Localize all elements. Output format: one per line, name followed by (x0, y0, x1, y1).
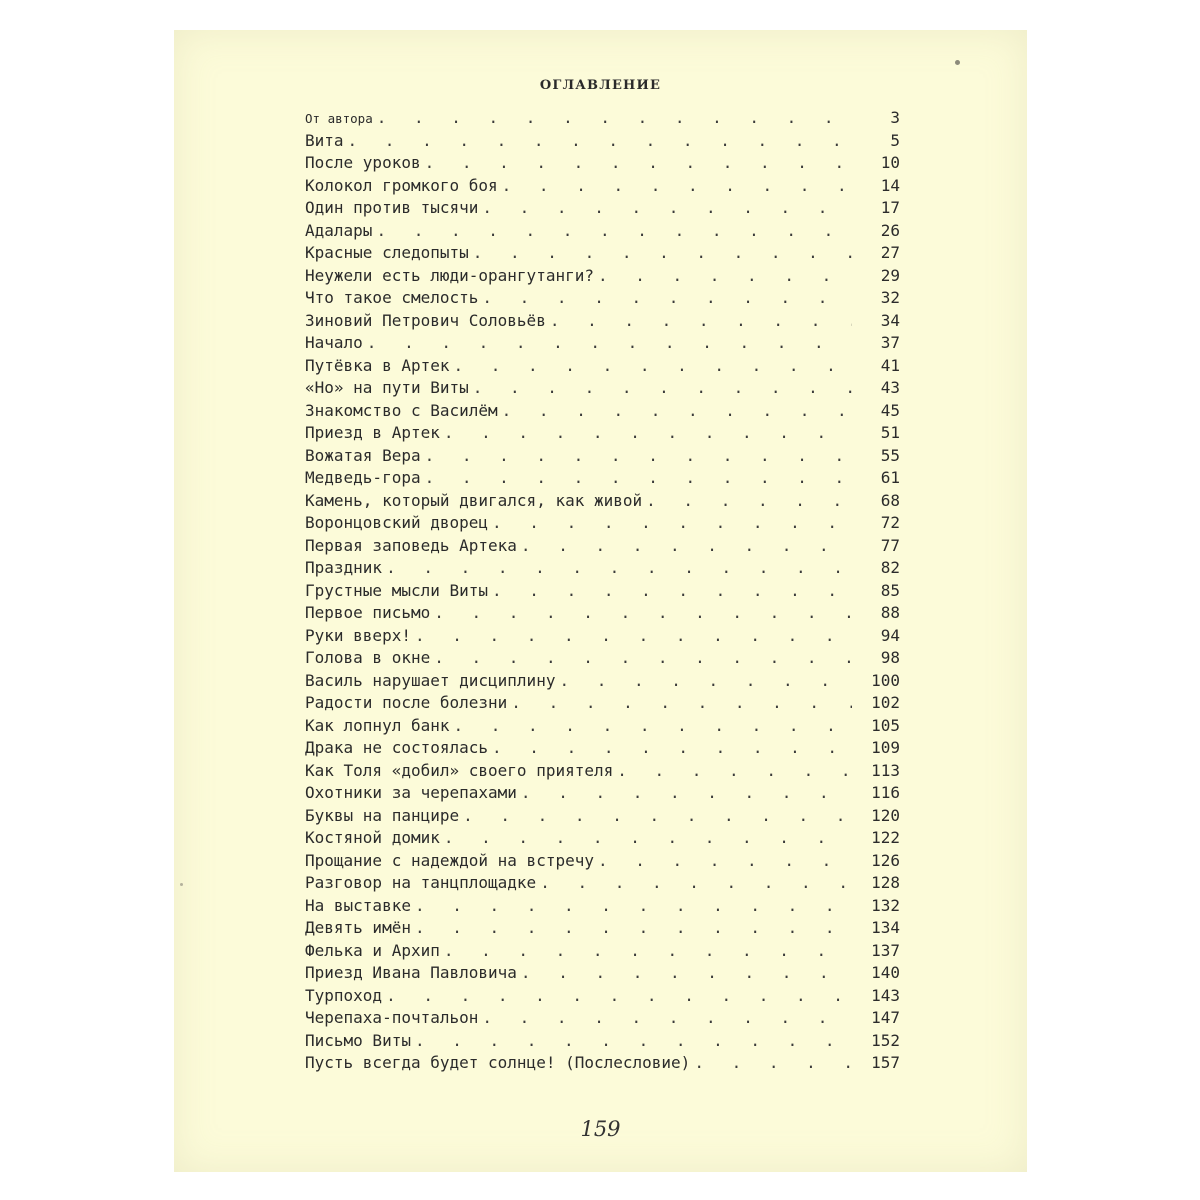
toc-entry-page: 32 (880, 288, 900, 307)
toc-entry-page: 72 (880, 513, 900, 532)
dot-leader (521, 962, 852, 985)
toc-entry-page: 43 (880, 378, 900, 397)
dot-leader (550, 310, 852, 333)
toc-entry-title: Красные следопыты (305, 243, 469, 262)
toc-entry-title: Пусть всегда будет солнце! (Послесловие) (305, 1053, 691, 1072)
dot-leader (434, 602, 852, 625)
toc-entry-page: 3 (890, 108, 900, 127)
dot-leader (492, 580, 852, 603)
toc-entry (305, 917, 900, 940)
toc-entry-title: Письмо Виты (305, 1030, 411, 1050)
toc-entry-page: 126 (871, 850, 900, 870)
toc-entry-title: Костяной домик (305, 828, 440, 847)
toc-entry (305, 895, 900, 918)
dot-leader (598, 850, 852, 873)
toc-entry (305, 670, 900, 693)
toc-entry-page: 128 (871, 873, 900, 892)
toc-entry-title: Турпоход (305, 985, 383, 1005)
toc-entry (305, 377, 900, 400)
dot-leader (482, 1007, 852, 1030)
page-number: 159 (580, 1117, 621, 1141)
toc-entry-title: Радости после болезни (305, 693, 508, 712)
toc-entry-title: Как Толя «добил» своего приятеля (305, 760, 614, 780)
toc-entry-page: 85 (880, 580, 900, 600)
toc-entry-title: Зиновий Петрович Соловьёв (305, 310, 546, 330)
dot-leader (482, 287, 852, 310)
toc-entry (305, 310, 900, 333)
toc-entry (305, 715, 900, 738)
toc-entry-page: 37 (880, 333, 900, 352)
toc-entry (305, 130, 900, 153)
toc-entry-page: 55 (880, 445, 900, 465)
dot-leader (454, 715, 853, 738)
toc-entry-title: Разговор на танцплощадке (305, 873, 537, 892)
toc-entry-title: Буквы на панцире (305, 805, 460, 825)
toc-entry (305, 467, 900, 490)
toc-entry-page: 140 (871, 963, 900, 982)
toc-entry-title: Василь нарушает дисциплину (305, 670, 556, 690)
paper-speck (955, 60, 960, 65)
toc-entry (305, 422, 900, 445)
dot-leader (425, 467, 852, 490)
dot-leader (376, 220, 852, 243)
toc-entry-title: Первое письмо (305, 603, 431, 622)
toc-entry-page: 122 (871, 828, 900, 847)
dot-leader (492, 512, 852, 535)
toc-entry-title: Приезд Ивана Павловича (305, 963, 517, 982)
toc-entry-page: 116 (871, 783, 900, 802)
toc-entry (305, 580, 900, 603)
toc-entry (305, 490, 900, 513)
toc-entry (305, 782, 900, 805)
toc-entry (305, 1052, 900, 1075)
toc-entry (305, 647, 900, 670)
toc-entry-title: Медведь-гора (305, 468, 421, 487)
dot-leader (425, 445, 852, 468)
toc-entry (305, 872, 900, 895)
toc-entry (305, 107, 900, 130)
toc-entry-page: 51 (880, 423, 900, 442)
toc-entry (305, 602, 900, 625)
dot-leader (425, 152, 852, 175)
dot-leader (454, 355, 853, 378)
dot-leader (521, 782, 852, 805)
toc-entry-title: Вита (305, 130, 344, 150)
toc-entry-page: 100 (871, 670, 900, 690)
toc-entry-page: 134 (871, 918, 900, 937)
toc-entry-title: Приезд в Артек (305, 423, 440, 442)
toc-entry-title: Праздник (305, 558, 383, 577)
dot-leader (348, 130, 852, 153)
dot-leader (502, 400, 852, 423)
dot-leader (415, 917, 852, 940)
toc-entry-title: Воронцовский дворец (305, 513, 489, 532)
toc-entry-title: Неужели есть люди-орангутанги? (305, 265, 594, 285)
dot-leader (377, 107, 852, 130)
toc-entry-page: 10 (880, 153, 900, 172)
toc-entry (305, 940, 900, 963)
dot-leader (444, 940, 852, 963)
toc-entry (305, 1007, 900, 1030)
toc-entry (305, 805, 900, 828)
dot-leader (415, 1030, 852, 1053)
toc-entry-title: Один против тысячи (305, 198, 479, 217)
toc-entry-page: 102 (871, 693, 900, 712)
toc-entry-title: Руки вверх! (305, 625, 411, 645)
toc-entry-title: Охотники за черепахами (305, 783, 517, 802)
toc-entry (305, 400, 900, 423)
toc-entry-page: 157 (871, 1053, 900, 1072)
toc-entry (305, 760, 900, 783)
toc-entry (305, 175, 900, 198)
toc-entry-title: Знакомство с Василём (305, 400, 498, 420)
toc-entry-title: Что такое смелость (305, 288, 479, 307)
toc-entry-page: 98 (880, 648, 900, 667)
toc-entry-title: Адалары (305, 220, 373, 240)
toc-entry-title: Девять имён (305, 918, 411, 937)
dot-leader (473, 242, 852, 265)
toc-entry (305, 737, 900, 760)
dot-leader (367, 332, 852, 355)
toc-entry-title: От автора (305, 111, 373, 126)
dot-leader (415, 625, 852, 648)
dot-leader (502, 175, 852, 198)
paper-speck (180, 883, 183, 886)
dot-leader (444, 422, 852, 445)
toc-entry-page: 14 (880, 175, 900, 195)
dot-leader (540, 872, 852, 895)
dot-leader (598, 265, 852, 288)
toc-entry-page: 41 (880, 355, 900, 375)
dot-leader (617, 760, 852, 783)
toc-entry-title: Прощание с надеждой на встречу (305, 850, 594, 870)
toc-entry (305, 962, 900, 985)
dot-leader (511, 692, 852, 715)
dot-leader (444, 827, 852, 850)
toc-entry-page: 120 (871, 805, 900, 825)
toc-entry (305, 332, 900, 355)
toc-entry-page: 88 (880, 603, 900, 622)
toc-entry-page: 143 (871, 985, 900, 1005)
toc-entry-title: Грустные мысли Виты (305, 580, 489, 600)
toc-heading: ОГЛАВЛЕНИЕ (539, 78, 662, 93)
book-page (174, 30, 1027, 1172)
toc-entry-page: 68 (880, 490, 900, 510)
toc-entry-title: Черепаха-почтальон (305, 1008, 479, 1027)
dot-leader (646, 490, 852, 513)
toc-entry-title: Колокол громкого боя (305, 175, 498, 195)
toc-entry (305, 265, 900, 288)
toc-entry (305, 625, 900, 648)
dot-leader (386, 557, 852, 580)
toc-entry-title: На выставке (305, 895, 411, 915)
toc-entry-page: 5 (890, 130, 900, 150)
toc-entry-page: 17 (880, 198, 900, 217)
dot-leader (482, 197, 852, 220)
toc-entry (305, 850, 900, 873)
toc-entry-page: 105 (871, 715, 900, 735)
toc-entry-title: После уроков (305, 153, 421, 172)
toc-entry-title: Вожатая Вера (305, 445, 421, 465)
toc-entry-page: 26 (880, 220, 900, 240)
toc-entry-page: 94 (880, 625, 900, 645)
toc-entry-title: Драка не состоялась (305, 738, 489, 757)
toc-entry (305, 827, 900, 850)
toc-entry-page: 137 (871, 940, 900, 960)
toc-entry-title: Начало (305, 333, 363, 352)
toc-entry-title: «Но» на пути Виты (305, 378, 469, 397)
toc-entry (305, 197, 900, 220)
toc-entry (305, 355, 900, 378)
toc-entry (305, 692, 900, 715)
toc-entry-title: Путёвка в Артек (305, 355, 450, 375)
toc-entry (305, 512, 900, 535)
toc-entry-page: 34 (880, 310, 900, 330)
toc-entry-title: Камень, который двигался, как живой (305, 490, 643, 510)
toc-entry-page: 77 (880, 535, 900, 555)
dot-leader (473, 377, 852, 400)
toc-entry-page: 82 (880, 558, 900, 577)
dot-leader (386, 985, 852, 1008)
toc-entry-title: Как лопнул банк (305, 715, 450, 735)
toc-entry-page: 27 (880, 243, 900, 262)
toc-entry-title: Голова в окне (305, 648, 431, 667)
dot-leader (521, 535, 852, 558)
toc-entry (305, 287, 900, 310)
toc-entry-page: 45 (880, 400, 900, 420)
toc-entry-page: 113 (871, 760, 900, 780)
toc-entry (305, 535, 900, 558)
toc-entry (305, 985, 900, 1008)
dot-leader (434, 647, 852, 670)
toc-entry-title: Первая заповедь Артека (305, 535, 517, 555)
toc-entry-title: Фелька и Архип (305, 940, 440, 960)
table-of-contents (305, 107, 900, 1075)
toc-entry (305, 242, 900, 265)
toc-entry-page: 29 (880, 265, 900, 285)
toc-entry-page: 61 (880, 468, 900, 487)
toc-entry (305, 1030, 900, 1053)
toc-entry-page: 152 (871, 1030, 900, 1050)
toc-entry (305, 152, 900, 175)
dot-leader (694, 1052, 852, 1075)
toc-entry-page: 132 (871, 895, 900, 915)
toc-entry-page: 147 (871, 1008, 900, 1027)
dot-leader (415, 895, 852, 918)
toc-entry-page: 109 (871, 738, 900, 757)
dot-leader (559, 670, 852, 693)
toc-entry (305, 557, 900, 580)
dot-leader (463, 805, 852, 828)
toc-entry (305, 220, 900, 243)
dot-leader (492, 737, 852, 760)
toc-entry (305, 445, 900, 468)
